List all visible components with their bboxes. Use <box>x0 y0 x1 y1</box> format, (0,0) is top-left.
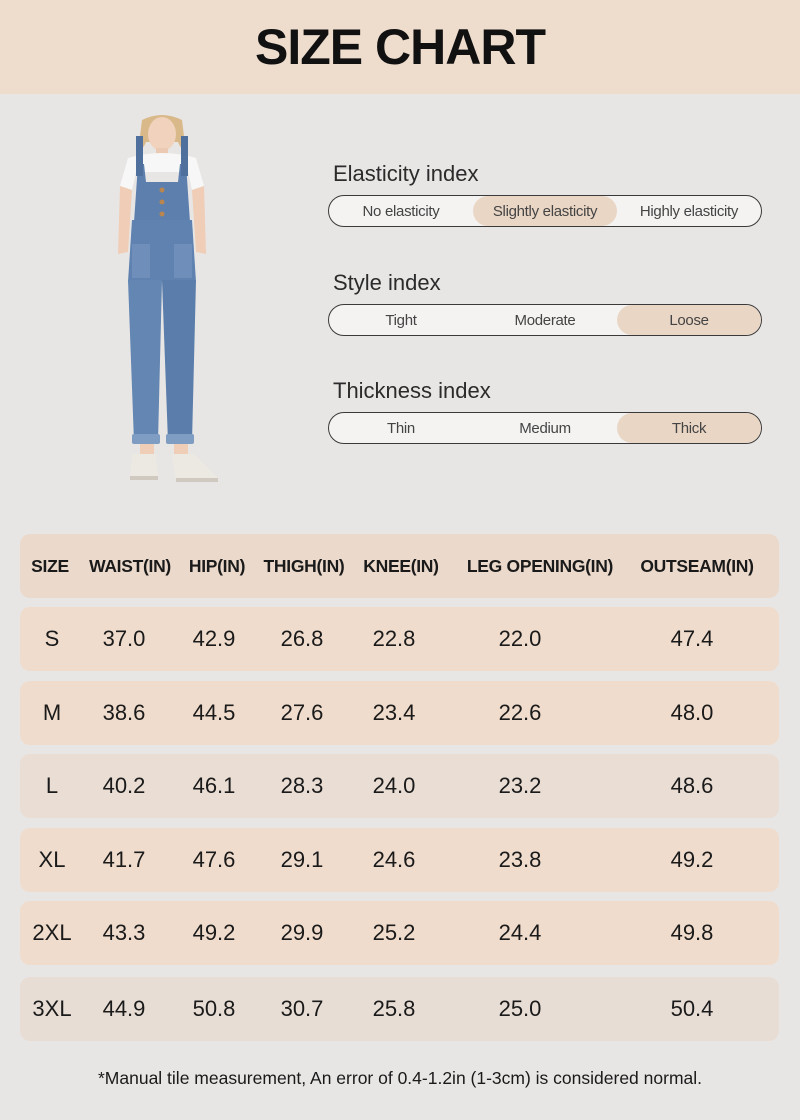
thickness-option-medium: Medium <box>519 419 571 437</box>
cell-leg-opening: 22.0 <box>498 626 542 651</box>
table-row <box>20 977 779 1041</box>
cell-thigh: 29.1 <box>280 847 324 872</box>
cell-waist: 38.6 <box>102 700 146 725</box>
thickness-index-title: Thickness index <box>333 378 491 403</box>
header-waist: WAIST(IN) <box>89 556 171 576</box>
table-header-row <box>20 534 779 598</box>
thickness-option-thin: Thin <box>387 419 415 437</box>
cell-outseam: 48.0 <box>670 700 714 725</box>
elasticity-index-title: Elasticity index <box>333 161 479 186</box>
style-scale <box>328 304 762 336</box>
elasticity-option-high: Highly elasticity <box>639 202 739 220</box>
cell-thigh: 28.3 <box>280 773 324 798</box>
cell-knee: 25.2 <box>372 920 416 945</box>
cell-knee: 25.8 <box>372 996 416 1021</box>
cell-knee: 23.4 <box>372 700 416 725</box>
cell-thigh: 30.7 <box>280 996 324 1021</box>
footnote: *Manual tile measurement, An error of 0.4-1.2in (1-3cm) is considered normal. <box>97 1068 702 1088</box>
cell-size: XL <box>38 847 66 872</box>
table-row <box>20 607 779 671</box>
cell-hip: 49.2 <box>192 920 236 945</box>
cell-hip: 44.5 <box>192 700 236 725</box>
header-outseam: OUTSEAM(IN) <box>640 556 754 576</box>
cell-leg-opening: 22.6 <box>498 700 542 725</box>
thickness-index <box>328 377 762 444</box>
cell-knee: 24.0 <box>372 773 416 798</box>
header-leg-opening: LEG OPENING(IN) <box>466 556 614 576</box>
thickness-option-thick: Thick <box>617 413 761 443</box>
elasticity-option-none: No elasticity <box>362 202 440 220</box>
header-banner <box>0 0 800 94</box>
style-option-loose: Loose <box>617 305 761 335</box>
cell-thigh: 27.6 <box>280 700 324 725</box>
cell-outseam: 47.4 <box>670 626 714 651</box>
cell-outseam: 50.4 <box>670 996 714 1021</box>
cell-outseam: 49.8 <box>670 920 714 945</box>
elasticity-index <box>328 160 762 227</box>
cell-thigh: 29.9 <box>280 920 324 945</box>
cell-waist: 44.9 <box>102 996 146 1021</box>
cell-hip: 50.8 <box>192 996 236 1021</box>
style-option-tight: Tight <box>385 311 417 329</box>
style-option-moderate: Moderate <box>514 311 576 329</box>
cell-thigh: 26.8 <box>280 626 324 651</box>
cell-size: S <box>44 626 60 651</box>
style-index <box>328 269 762 336</box>
cell-hip: 47.6 <box>192 847 236 872</box>
header-thigh: THIGH(IN) <box>263 556 345 576</box>
thickness-scale <box>328 412 762 444</box>
cell-leg-opening: 25.0 <box>498 996 542 1021</box>
cell-leg-opening: 23.8 <box>498 847 542 872</box>
cell-knee: 24.6 <box>372 847 416 872</box>
cell-leg-opening: 24.4 <box>498 920 542 945</box>
cell-hip: 46.1 <box>192 773 236 798</box>
cell-hip: 42.9 <box>192 626 236 651</box>
page-title: SIZE CHART <box>255 19 545 75</box>
model-photo <box>92 112 232 492</box>
cell-size: M <box>42 700 62 725</box>
header-hip: HIP(IN) <box>188 556 246 576</box>
cell-leg-opening: 23.2 <box>498 773 542 798</box>
cell-waist: 43.3 <box>102 920 146 945</box>
table-row <box>20 901 779 965</box>
table-row <box>20 828 779 892</box>
header-knee: KNEE(IN) <box>363 556 439 576</box>
elasticity-scale <box>328 195 762 227</box>
header-size: SIZE <box>31 556 69 576</box>
cell-outseam: 49.2 <box>670 847 714 872</box>
cell-size: L <box>45 773 59 798</box>
table-row <box>20 681 779 745</box>
cell-outseam: 48.6 <box>670 773 714 798</box>
cell-size: 3XL <box>32 996 72 1021</box>
elasticity-option-slight: Slightly elasticity <box>473 196 617 226</box>
cell-waist: 37.0 <box>102 626 146 651</box>
style-index-title: Style index <box>333 270 441 295</box>
cell-waist: 40.2 <box>102 773 146 798</box>
cell-waist: 41.7 <box>102 847 146 872</box>
table-row <box>20 754 779 818</box>
cell-size: 2XL <box>32 920 72 945</box>
cell-knee: 22.8 <box>372 626 416 651</box>
